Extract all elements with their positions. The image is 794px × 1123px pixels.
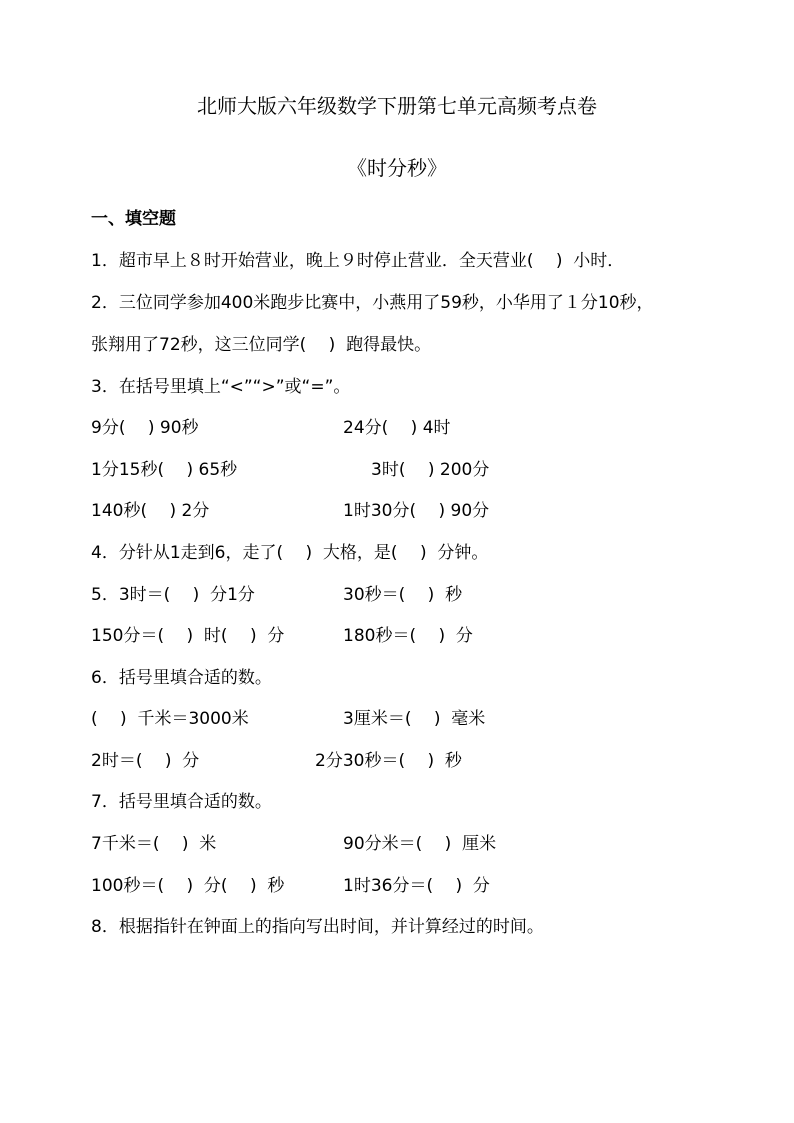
question-5-row-1-left: 5．3时＝( ) 分1分 bbox=[91, 585, 255, 605]
question-3-row-2-left: 1分15秒( ) 65秒 bbox=[91, 460, 238, 480]
worksheet-title: 北师大版六年级数学下册第七单元高频考点卷 bbox=[197, 94, 597, 118]
section-heading-fill-blank: 一、填空题 bbox=[91, 209, 176, 229]
question-7-row-1-left: 7千米＝( ) 米 bbox=[91, 834, 217, 854]
question-3-row-3-right: 1时30分( ) 90分 bbox=[343, 501, 490, 521]
question-7-row-1-right: 90分米＝( ) 厘米 bbox=[343, 834, 497, 854]
worksheet-subtitle: 《时分秒》 bbox=[347, 156, 447, 180]
question-6-row-2-right: 2分30秒＝( ) 秒 bbox=[315, 751, 462, 771]
question-7-row-2-right: 1时36分＝( ) 分 bbox=[343, 876, 490, 896]
question-3-prompt: 3．在括号里填上“<”“>”或“=”。 bbox=[91, 377, 351, 397]
question-3-row-2-right: 3时( ) 200分 bbox=[371, 460, 490, 480]
question-4: 4．分针从1走到6，走了( ) 大格，是( ) 分钟。 bbox=[91, 543, 489, 563]
question-5-row-1-right: 30秒＝( ) 秒 bbox=[343, 585, 463, 605]
question-7-row-2-left: 100秒＝( ) 分( ) 秒 bbox=[91, 876, 285, 896]
question-6-row-1-left: ( ) 千米＝3000米 bbox=[91, 709, 249, 729]
question-3-row-1-left: 9分( ) 90秒 bbox=[91, 418, 199, 438]
question-2-line-2: 张翔用了72秒，这三位同学( ) 跑得最快。 bbox=[91, 335, 432, 355]
question-3-row-3-left: 140秒( ) 2分 bbox=[91, 501, 210, 521]
question-7-prompt: 7．括号里填合适的数。 bbox=[91, 792, 272, 812]
question-8: 8．根据指针在钟面上的指向写出时间，并计算经过的时间。 bbox=[91, 917, 544, 937]
question-2-line-1: 2．三位同学参加400米跑步比赛中，小燕用了59秒，小华用了１分10秒， bbox=[91, 293, 654, 313]
question-5-row-2-left: 150分＝( ) 时( ) 分 bbox=[91, 626, 285, 646]
question-6-prompt: 6．括号里填合适的数。 bbox=[91, 668, 272, 688]
question-3-row-1-right: 24分( ) 4时 bbox=[343, 418, 451, 438]
question-1: 1．超市早上８时开始营业，晚上９时停止营业．全天营业( ) 小时． bbox=[91, 251, 625, 271]
question-5-row-2-right: 180秒＝( ) 分 bbox=[343, 626, 473, 646]
question-6-row-1-right: 3厘米＝( ) 毫米 bbox=[343, 709, 486, 729]
question-6-row-2-left: 2时＝( ) 分 bbox=[91, 751, 200, 771]
